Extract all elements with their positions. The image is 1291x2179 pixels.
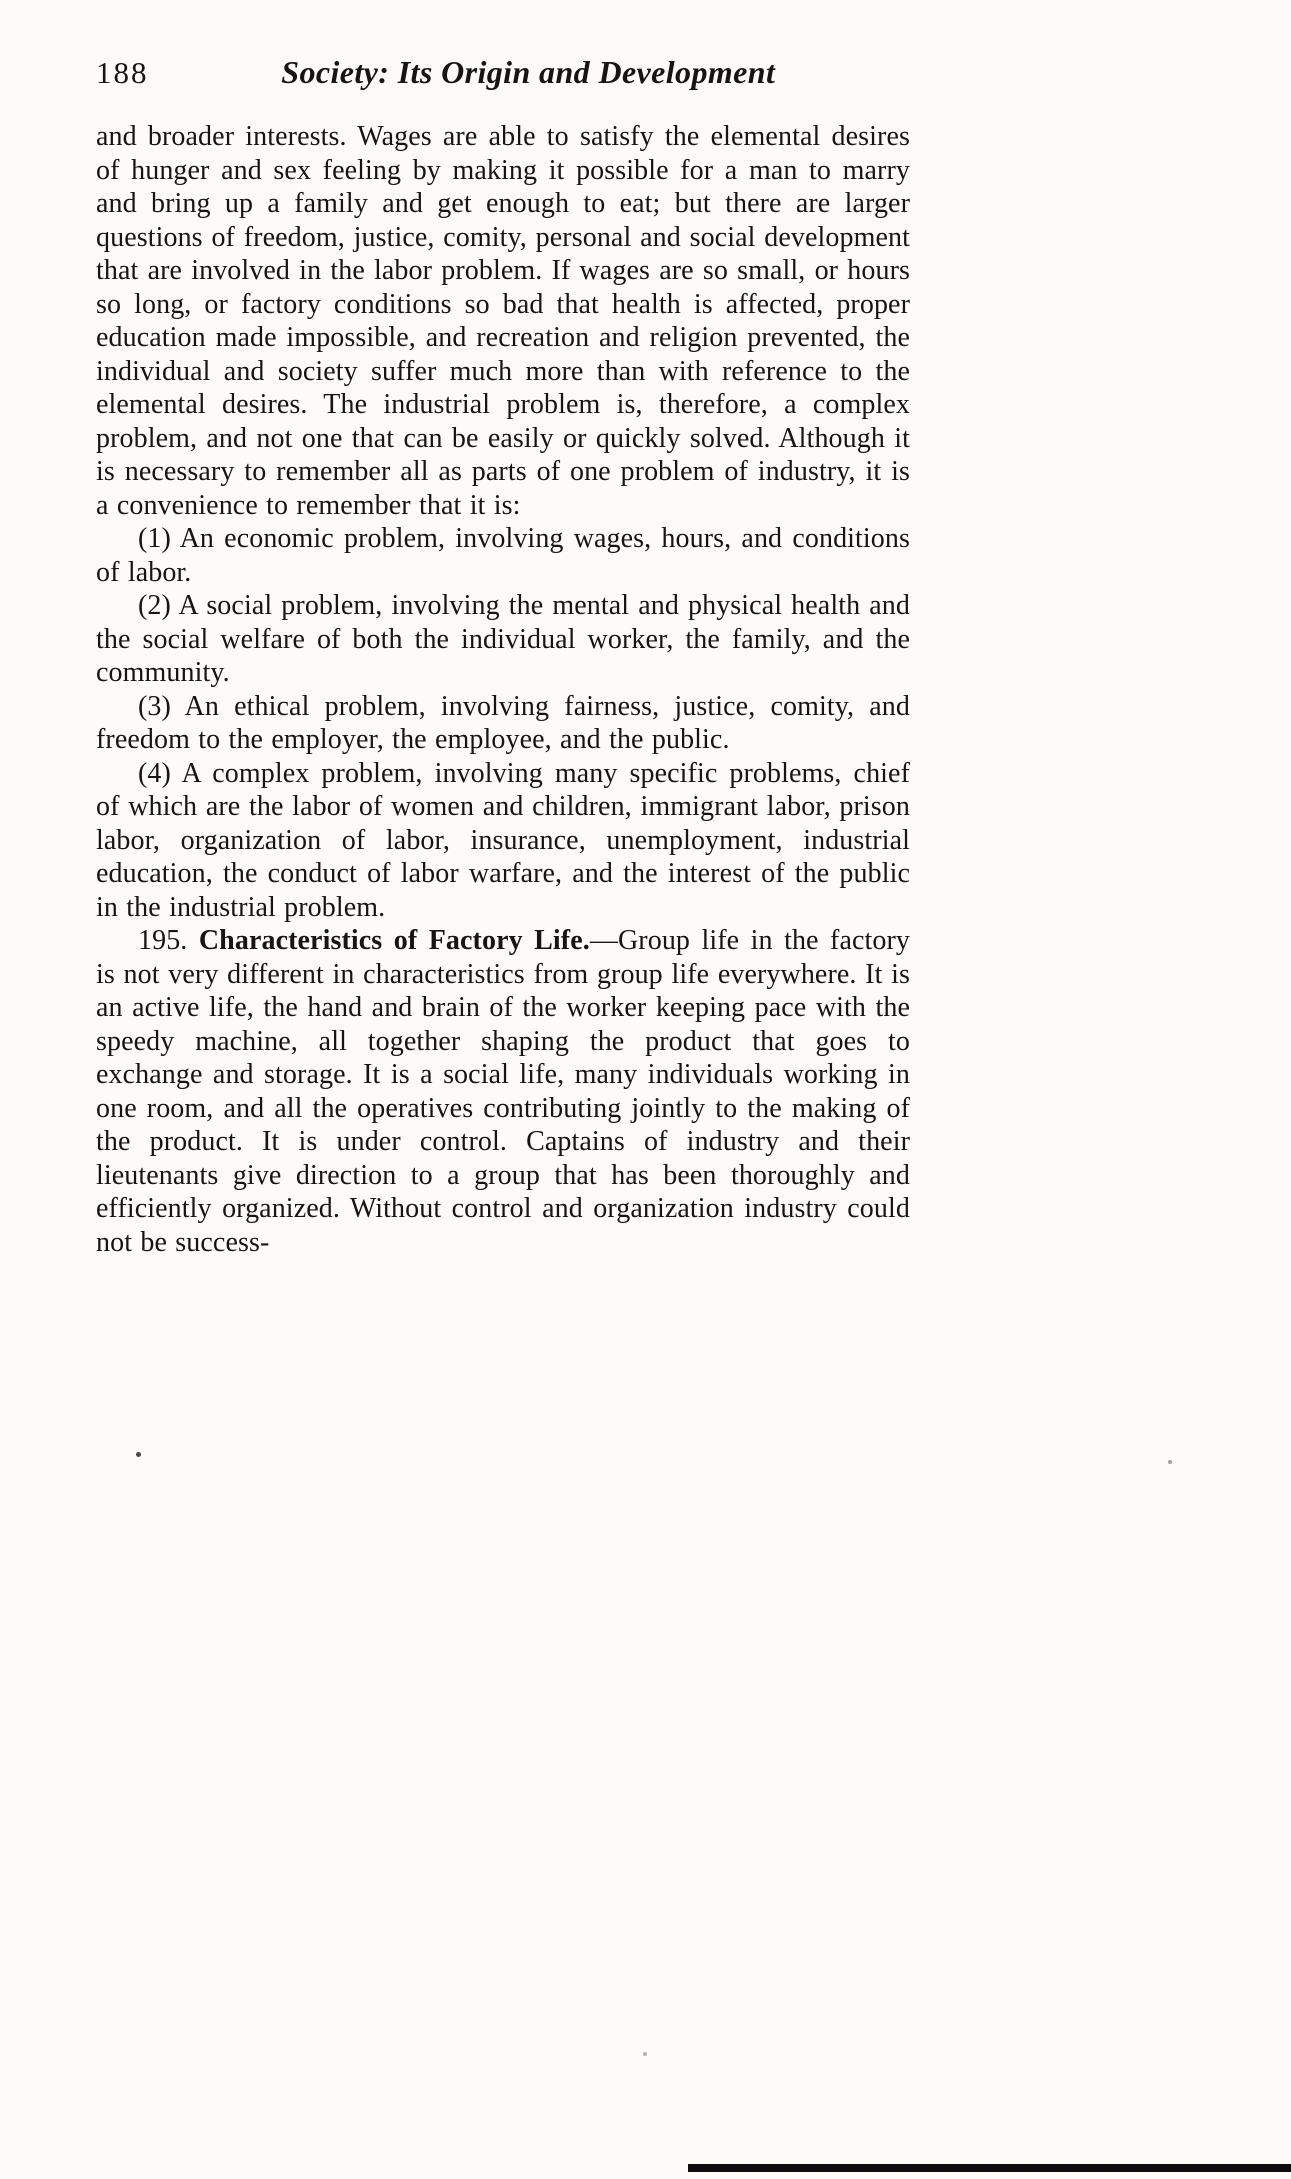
section-title: Characteristics of Factory Life. bbox=[198, 925, 590, 956]
page-number: 188 bbox=[96, 55, 149, 90]
list-item-social: (2) A social problem, involving the mental and physical health and the social welfare of both the individual worker, the family, and the community. bbox=[96, 590, 910, 688]
running-title: Society: Its Origin and Development bbox=[281, 54, 776, 90]
section-number: 195. bbox=[138, 925, 199, 956]
list-item-economic: (1) An economic problem, involving wages, hours, and conditions of labor. bbox=[96, 523, 910, 588]
scan-artifact-bar bbox=[688, 2164, 1291, 2172]
scan-speck bbox=[136, 1452, 141, 1457]
section-paragraph bbox=[96, 924, 910, 1259]
section-text: —Group life in the factory is not very different in characteristics from group life everywhere. It is an active life, the hand and brain of the worker keeping pace with the speedy machine, all together shaping the product that goes to exchange and storage. It is a social life, many individuals working in one room, and all the operatives contributing jointly to the making of the product. It is under control. Captains of industry and their lieutenants give direction to a group that has been thoroughly and efficiently organized. Without control and organization industry could not be success- bbox=[96, 925, 911, 1258]
body-text bbox=[96, 120, 910, 1259]
paragraph-continuation: and broader interests. Wages are able to satisfy the elemental desires of hunger and sex feeling by making it possible for a man to marry and bring up a family and get enough to eat; but there are larger questions of freedom, justice, comity, personal and social development that are involved in the labor problem. If wages are so small, or hours so long, or factory conditions so bad that health is affected, proper education made impossible, and recreation and religion prevented, the individual and society suffer much more than with reference to the elemental desires. The industrial problem is, therefore, a complex problem, and not one that can be easily or quickly solved. Although it is necessary to remember all as parts of one problem of industry, it is a convenience to remember that it is: bbox=[96, 121, 910, 521]
running-head bbox=[96, 54, 908, 91]
scan-speck bbox=[643, 2052, 647, 2056]
list-item-ethical: (3) An ethical problem, involving fairness, justice, comity, and freedom to the employer, the employee, and the public. bbox=[96, 690, 910, 755]
list-item-complex: (4) A complex problem, involving many specific problems, chief of which are the labor of women and children, immigrant labor, prison labor, organization of labor, insurance, unemployment, industrial education, the conduct of labor warfare, and the interest of the public in the industrial problem. bbox=[96, 757, 910, 923]
scan-speck bbox=[1168, 1460, 1172, 1464]
